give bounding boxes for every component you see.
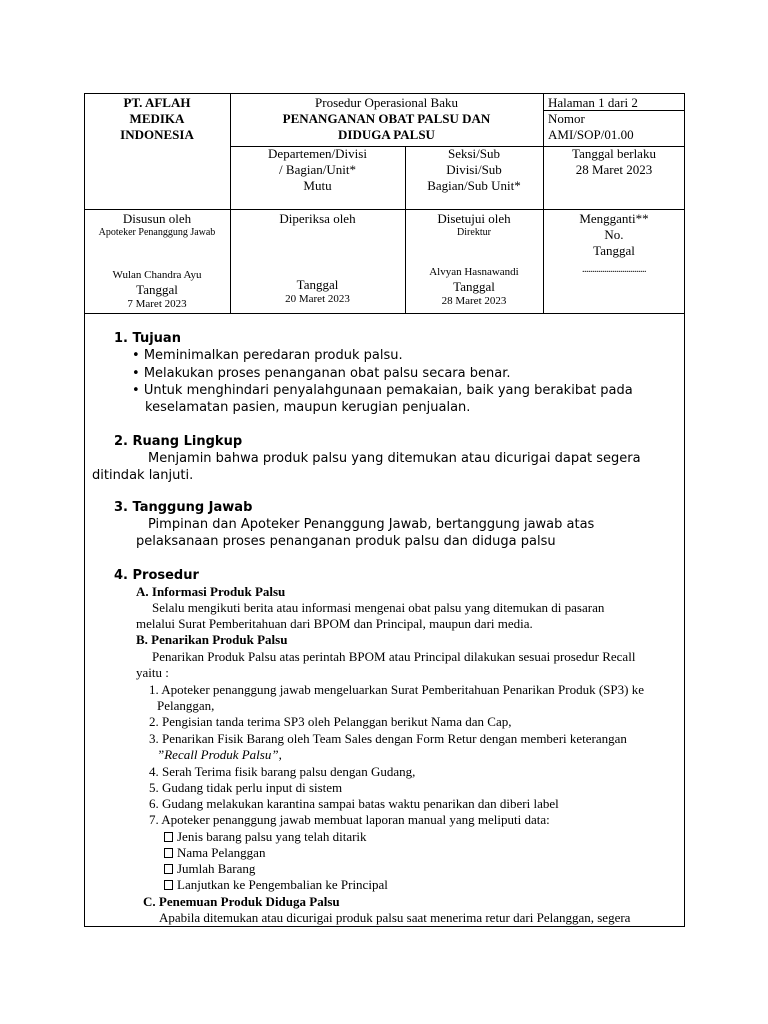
disetujui-sign [405, 266, 543, 308]
check-item: Jumlah Barang [164, 861, 255, 877]
tanggung-text: Pimpinan dan Apoteker Penanggung Jawab, bertanggung jawab atas [148, 517, 595, 532]
disusun-date: 7 Maret 2023 [127, 298, 187, 310]
prosedur-a-text: Selalu mengikuti berita atau informasi mengenai obat palsu yang ditemukan di pasaran [152, 600, 605, 615]
prosedur-b-title: B. Penarikan Produk Palsu [136, 632, 288, 647]
nomor-label: Nomor [548, 111, 585, 126]
prosedur-c-text: Apabila ditemukan atau dicurigai produk palsu saat menerima retur dari Pelanggan, segera [159, 910, 631, 925]
diperiksa-tanggal: Tanggal [296, 277, 339, 292]
page-indicator: Halaman 1 dari 2 [548, 95, 638, 110]
company-name: PT. AFLAH MEDIKA INDONESIA [120, 95, 194, 142]
disusun-cell [84, 211, 230, 239]
nomor-value: AMI/SOP/01.00 [548, 127, 634, 142]
row-divider [85, 209, 685, 210]
check-item: Nama Pelanggan [164, 845, 265, 861]
prosedur-b-step: 7. Apoteker penanggung jawab membuat laporan manual yang meliputi data: [149, 812, 550, 827]
tanggung-text: pelaksanaan proses penanganan produk palsu dan diduga palsu [136, 534, 556, 549]
prosedur-b-step: 6. Gudang melakukan karantina sampai batas waktu penarikan dan diberi label [149, 796, 559, 811]
diperiksa-sign [230, 277, 405, 306]
disusun-label: Disusun oleh [122, 211, 192, 226]
prosedur-a-title: A. Informasi Produk Palsu [136, 584, 286, 599]
prosedur-a-text: melalui Surat Pemberitahuan dari BPOM dan Principal, maupun dari media. [136, 616, 533, 631]
mengganti-dots: ................................ [582, 264, 646, 275]
sop-title-line2: DIDUGA PALSU [338, 127, 435, 142]
checkbox-icon [164, 880, 173, 890]
disetujui-date: 28 Maret 2023 [441, 295, 507, 307]
col-divider [543, 94, 544, 314]
disetujui-cell [405, 211, 543, 239]
prosedur-b-step: 2. Pengisian tanda terima SP3 oleh Pelanggan berikut Nama dan Cap, [149, 714, 512, 729]
checkbox-icon [164, 864, 173, 874]
prosedur-c-title: C. Penemuan Produk Diduga Palsu [143, 894, 340, 909]
departemen-cell: Departemen/Divisi / Bagian/Unit* Mutu [268, 146, 367, 193]
ruang-text: ditindak lanjuti. [92, 468, 194, 483]
disusun-role: Apoteker Penanggung Jawab [98, 227, 216, 238]
tujuan-bullet: • Meminimalkan peredaran produk palsu. [132, 348, 403, 363]
section-prosedur-title: 4. Prosedur [114, 568, 199, 583]
diperiksa-label: Diperiksa oleh [279, 211, 356, 226]
checkbox-icon [164, 848, 173, 858]
disusun-tanggal: Tanggal [136, 282, 178, 297]
check-item: Jenis barang palsu yang telah ditarik [164, 829, 367, 845]
prosedur-b-step: 1. Apoteker penanggung jawab mengeluarkan Surat Pemberitahuan Penarikan Produk (SP3) ke [149, 682, 644, 697]
section-tujuan-title: 1. Tujuan [114, 331, 181, 346]
check-item: Lanjutkan ke Pengembalian ke Principal [164, 877, 388, 893]
prosedur-b-step-cont: ”Recall Produk Palsu”, [157, 747, 282, 762]
disetujui-role: Direktur [457, 227, 491, 238]
disusun-sign [84, 269, 230, 311]
disetujui-label: Disetujui oleh [437, 211, 511, 226]
tujuan-bullet: • Untuk menghindari penyalahgunaan pemakaian, baik yang berakibat pada [132, 383, 633, 398]
disetujui-tanggal: Tanggal [453, 279, 495, 294]
tujuan-bullet: • Melakukan proses penanganan obat palsu secara benar. [132, 366, 511, 381]
prosedur-b-text: Penarikan Produk Palsu atas perintah BPOM atau Principal dilakukan sesuai prosedur Recall [152, 649, 636, 664]
tujuan-bullet-cont: keselamatan pasien, maupun kerugian penjualan. [145, 400, 471, 415]
section-tanggung-title: 3. Tanggung Jawab [114, 500, 253, 515]
checkbox-icon [164, 832, 173, 842]
mengganti-cell: Mengganti** No. Tanggal [579, 211, 649, 258]
prosedur-b-text: yaitu : [136, 665, 169, 680]
sop-title-block [230, 95, 543, 143]
prosedur-b-step: 3. Penarikan Fisik Barang oleh Team Sales dengan Form Retur dengan memberi keterangan [149, 731, 627, 746]
sop-label: Prosedur Operasional Baku [315, 95, 458, 110]
seksi-cell: Seksi/Sub Divisi/Sub Bagian/Sub Unit* [427, 146, 521, 193]
prosedur-b-step: 4. Serah Terima fisik barang palsu dengan Gudang, [149, 764, 416, 779]
disusun-name: Wulan Chandra Ayu [112, 269, 202, 281]
prosedur-b-step-cont: Pelanggan, [157, 698, 215, 713]
sop-title-line1: PENANGANAN OBAT PALSU DAN [282, 111, 491, 126]
tanggal-berlaku-cell: Tanggal berlaku 28 Maret 2023 [572, 146, 656, 177]
section-ruang-title: 2. Ruang Lingkup [114, 434, 243, 449]
prosedur-b-step: 5. Gudang tidak perlu input di sistem [149, 780, 343, 795]
ruang-text: Menjamin bahwa produk palsu yang ditemukan atau dicurigai dapat segera [148, 451, 641, 466]
diperiksa-date: 20 Maret 2023 [285, 293, 350, 305]
disetujui-name: Alvyan Hasnawandi [429, 266, 519, 278]
